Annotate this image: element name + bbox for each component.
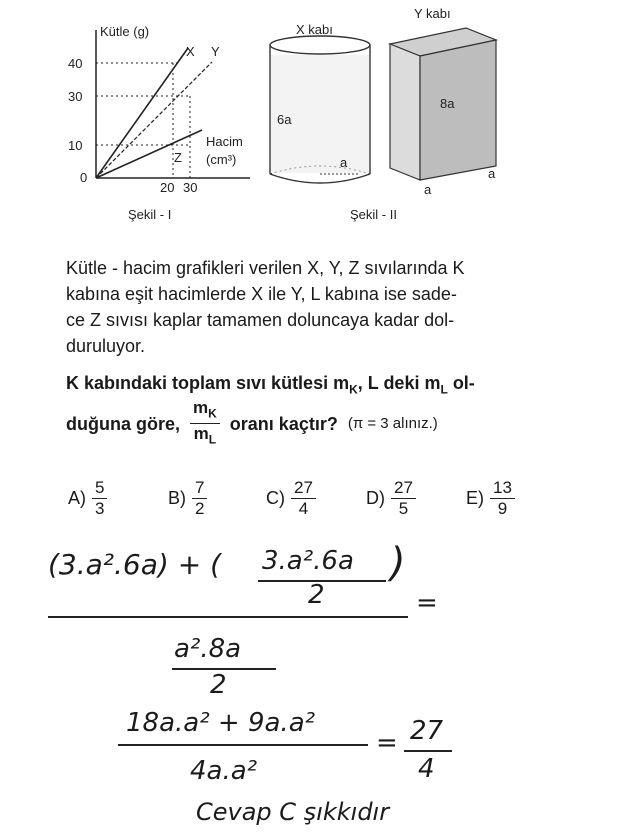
prism-width-label: a: [424, 182, 432, 197]
line-y: [96, 62, 212, 178]
cylinder-title: X kabı: [296, 22, 333, 37]
y-tick-30: 30: [68, 89, 83, 104]
pi-note: (π = 3 alınız.): [347, 414, 438, 432]
option-c[interactable]: C) $\frac{27}{4}$: [266, 478, 316, 519]
figure-area: [0, 0, 618, 240]
y-tick-40: 40: [68, 56, 83, 71]
ratio-fraction: $\frac{m_K}{m_L}$: [190, 398, 220, 450]
hand-answer: Cevap C şıkkıdır: [196, 798, 390, 826]
option-d[interactable]: D) $\frac{27}{5}$: [366, 478, 416, 519]
hand-frac2-num: 18a.a² + 9a.a²: [126, 708, 316, 738]
option-a[interactable]: A) $\frac{5}{3}$: [68, 478, 107, 519]
prism-depth-label: a: [488, 166, 496, 181]
paragraph-line: Kütle - hacim grafikleri verilen X, Y, Z sıvılarında K: [66, 258, 465, 278]
hand-inner-num: 3.a².6a: [262, 546, 354, 576]
y-tick-0: 0: [80, 170, 88, 185]
figure-2-caption: Şekil - II: [350, 207, 397, 222]
option-b[interactable]: B) $\frac{7}{2}$: [168, 478, 207, 519]
figure-1-caption: Şekil - I: [128, 207, 172, 222]
hand-equals-2: =: [376, 728, 398, 758]
prism-title: Y kabı: [414, 6, 451, 21]
y-tick-10: 10: [68, 138, 83, 153]
question-line-1: K kabındaki toplam sıvı kütlesi $m_K$, L deki $m_L$ ol-: [66, 373, 475, 397]
question-lead: duğuna göre,: [66, 413, 180, 434]
x-axis-label-1: Hacim: [206, 134, 243, 149]
y-axis-label: Kütle (g): [100, 24, 150, 39]
hand-close-paren: ): [390, 540, 406, 586]
hand-den-num: a².8a: [174, 634, 242, 664]
paragraph-line: ce Z sıvısı kaplar tamamen doluncaya kadar dol-: [66, 310, 455, 330]
x-tick-30: 30: [183, 180, 198, 195]
line-label-x: X: [186, 44, 195, 59]
x-axis-label-2: (cm³): [206, 152, 237, 167]
hand-result-den: 4: [418, 754, 435, 784]
question-tail: oranı kaçtır?: [229, 413, 338, 434]
hand-main-bar: [48, 616, 408, 618]
hand-result-bar: [404, 750, 452, 752]
option-e[interactable]: E) $\frac{13}{9}$: [466, 478, 515, 519]
problem-paragraph: [66, 255, 546, 359]
hand-line1-left: (3.a².6a) + (: [48, 548, 222, 581]
paragraph-line: kabına eşit hacimlerde X ile Y, L kabına ise sade-: [66, 284, 457, 304]
x-tick-20: 20: [160, 180, 175, 195]
cylinder-height-label: 6a: [277, 112, 292, 127]
question-line-2: [66, 398, 566, 450]
line-label-y: Y: [211, 44, 220, 59]
paragraph-line: duruluyor.: [66, 336, 146, 356]
hand-frac2-den: 4a.a²: [190, 756, 258, 786]
hand-equals-1: =: [416, 588, 438, 618]
hand-den-den: 2: [210, 670, 227, 700]
prism-height-label: 8a: [440, 96, 455, 111]
hand-inner-den: 2: [308, 580, 325, 610]
hand-frac2-bar: [118, 744, 368, 746]
line-z: [96, 130, 202, 178]
cylinder-radius-label: a: [340, 155, 348, 170]
line-label-z: Z: [174, 150, 182, 165]
hand-result-num: 27: [410, 716, 444, 746]
